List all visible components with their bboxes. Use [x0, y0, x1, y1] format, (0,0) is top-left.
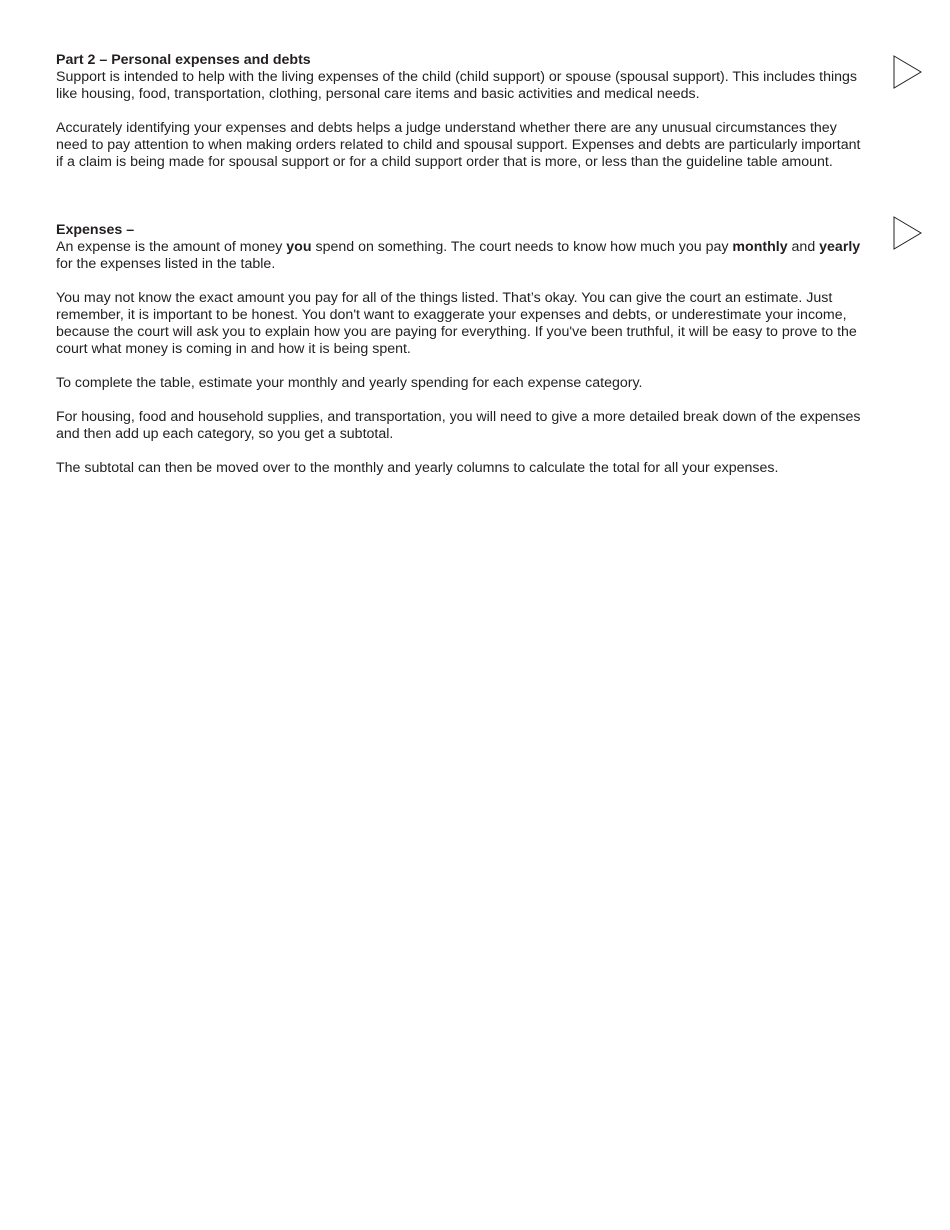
text: An expense is the amount of money: [56, 239, 287, 255]
expenses-section: [56, 222, 866, 477]
play-triangle-icon[interactable]: [893, 55, 923, 89]
expenses-paragraph-4: For housing, food and household supplies, and transportation, you will need to give a more detailed break down of the expenses and then add up each category, so you get a subtotal.: [56, 409, 861, 442]
text: for the expenses listed in the table.: [56, 256, 276, 272]
text: and: [787, 239, 820, 255]
emphasis-you: you: [286, 239, 312, 255]
emphasis-monthly: monthly: [732, 239, 788, 255]
part2-section: [56, 52, 866, 171]
expenses-paragraph-2: You may not know the exact amount you pay for all of the things listed. That’s okay. You can give the court an estimate. Just remember, it is important to be honest. You don't want to exaggerate your expenses and debts, or underestimate your income, because the court will ask you to explain how you are paying for everything. If you've been truthful, it will be easy to prove to the court what money is coming in and how it is being spent.: [56, 290, 857, 357]
play-triangle-icon[interactable]: [893, 216, 923, 250]
expenses-paragraph-1: [56, 239, 866, 273]
emphasis-yearly: yearly: [819, 239, 861, 255]
document-body: [56, 52, 866, 494]
part2-title: Part 2 – Personal expenses and debts: [56, 52, 311, 68]
expenses-title: Expenses –: [56, 222, 135, 238]
text: spend on something. The court needs to know how much you pay: [311, 239, 733, 255]
expenses-paragraph-5: The subtotal can then be moved over to the monthly and yearly columns to calculate the total for all your expenses.: [56, 460, 779, 476]
expenses-paragraph-3: To complete the table, estimate your monthly and yearly spending for each expense category.: [56, 375, 643, 391]
part2-paragraph-2: Accurately identifying your expenses and debts helps a judge understand whether there are any unusual circumstances they need to pay attention to when making orders related to child and spousal support. Expenses and debts are particularly important if a claim is being made for spousal support or for a child support order that is more, or less than the guideline table amount.: [56, 120, 861, 170]
part2-paragraph-1: Support is intended to help with the living expenses of the child (child support) or spouse (spousal support). This includes things like housing, food, transportation, clothing, personal care items and basic activities and medical needs.: [56, 69, 857, 102]
section-spacer: [56, 188, 866, 222]
